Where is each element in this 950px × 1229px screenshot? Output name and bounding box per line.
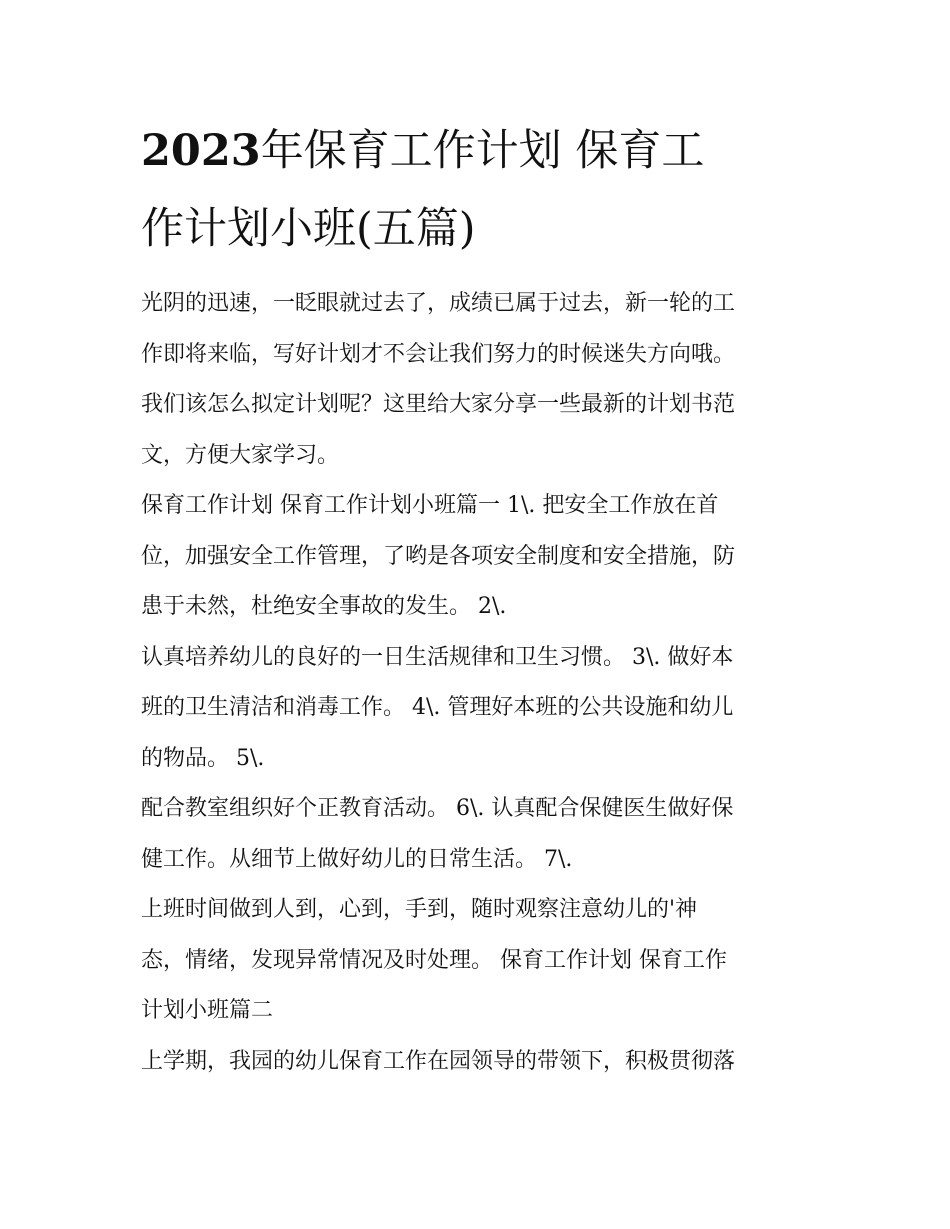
body-line: 上班时间做到人到，心到，手到，随时观察注意幼儿的'神 [141,897,698,922]
body-line: 配合教室组织好个正教育活动。 6\. 认真配合保健医生做好保 [141,796,734,821]
body-line: 的物品。 5\. [141,745,265,771]
title-text-1: 年保育工作计划 保育工 [260,126,705,176]
body-line: 保育工作计划 保育工作计划小班篇一 1\. 把安全工作放在首 [141,493,719,518]
body-line: 上学期，我园的幼儿保育工作在园领导的带领下，积极贯彻落 [141,1048,736,1074]
document-body [141,279,813,1087]
title-text-2: 作计划小班(五篇) [141,204,476,254]
body-line: 患于未然，杜绝安全事故的发生。 2\. [141,594,507,619]
body-line: 班的卫生清洁和消毒工作。 4\. 管理好本班的公共设施和幼儿 [141,695,734,720]
title-year: 2023 [141,126,261,176]
body-line: 健工作。从细节上做好幼儿的日常生活。 7\. [141,846,573,872]
body-line: 位，加强安全工作管理，了哟是各项安全制度和安全措施，防 [141,543,736,569]
body-line: 态，情绪，发现异常情况及时处理。 保育工作计划 保育工作 [141,947,727,973]
document-title [141,112,813,268]
body-line: 作即将来临，写好计划才不会让我们努力的时候迷失方向哦。 [141,341,736,367]
body-line: 我们该怎么拟定计划呢？这里给大家分享一些最新的计划书范 [141,392,736,417]
body-line: 文，方便大家学习。 [141,442,340,468]
title-line-1 [141,112,813,190]
title-line-2 [141,190,813,268]
document-content [141,112,813,1087]
body-line: 计划小班篇二 [141,998,274,1023]
body-line: 认真培养幼儿的良好的一日生活规律和卫生习惯。 3\. 做好本 [141,644,734,670]
body-line: 光阴的迅速，一眨眼就过去了，成绩已属于过去，新一轮的工 [141,291,736,316]
